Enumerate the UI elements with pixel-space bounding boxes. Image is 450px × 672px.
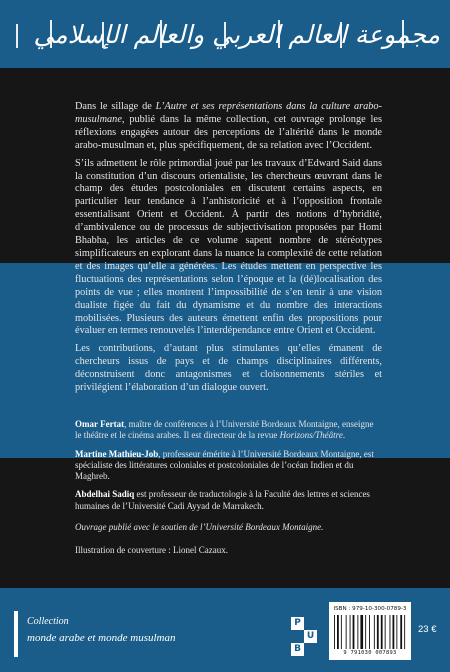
barcode-bar [369, 615, 370, 649]
back-cover-blurb [75, 101, 382, 400]
author-bio-mathieu-job: Martine Mathieu-Job, professeur émérite à l’Université Bordeaux Montaigne, est spécialiste des littératures coloniales et postcoloniales de l’océan Indien et du Maghreb. [75, 448, 374, 482]
barcode-bar [381, 615, 383, 649]
barcode-bar [365, 615, 366, 649]
barcode-bar [341, 615, 342, 649]
blurb-paragraph-2: S’ils admettent le rôle primordial joué par les travaux d’Edward Said dans la constitution d’un discours orientaliste, les chercheurs œuvrant dans le champ des études postcoloniales en discutent certains aspects, en particulier leur tendance à l’anhistoricité et à l’opposition frontale essentialisant Orient et Occident. À partir des notions d’hybridité, d’ambivalence ou de processus de subjectivisation proposées par Homi Bhabha, les articles de ce volume sapent nombre de stéréotypes simplificateurs en explorant dans la nuance la complexité de cette relation et des images qu’elle a générées. Les études mettent en perspective les fluctuations des représentations selon l’époque et la (dé)localisation des points de vue ; elles montrent l’impossibilité de s’en tenir à une vision dualiste figée du fait du dynamisme et du nombre des interactions mobilisées. Plusieurs des auteurs émettent enfin des propositions pour évaluer en termes renouvelés l’interdépendance entre Orient et Occident. [75, 157, 382, 337]
author-name: Abdelhai Sadiq [75, 489, 135, 500]
author-name: Omar Fertat [75, 419, 125, 429]
barcode-bar [393, 615, 395, 649]
barcode-bar [350, 615, 351, 649]
cover-illustration-credit: Illustration de couverture : Lionel Cazaux. [75, 545, 228, 556]
arabic-calligraphy-title: مجموعة العالم العربي والعالم الإسلامي [33, 20, 440, 49]
collection-marker-bar [14, 611, 18, 657]
barcode-bar [390, 615, 391, 649]
blurb-paragraph-1: Dans le sillage de L’Autre et ses représentations dans la culture arabo-musulmane, publié dans la même collection, cet ouvrage prolonge les réflexions engagées autour des perceptions de l’altérité dans le monde arabo-musulman et, plus spécifiquement, de sa relation avec l’Occident. [75, 101, 382, 151]
author-bios [75, 419, 382, 564]
barcode-bar [377, 615, 379, 649]
barcode-bar [404, 615, 405, 649]
collection-name: monde arabe et monde musulman [27, 632, 176, 644]
support-note: Ouvrage publié avec le soutien de l’Université Bordeaux Montaigne. [75, 522, 324, 533]
isbn-barcode [329, 602, 411, 660]
barcode-bar [400, 615, 402, 649]
barcode-bar [360, 615, 363, 649]
blurb-paragraph-3: Les contributions, d’autant plus stimulantes qu’elles émanent de chercheurs issus de pays et de champs disciplinaires différents, déconstruisent donc antagonismes et cloisonnements stériles et privilégient l’élaboration d’un dialogue ouvert. [75, 343, 382, 394]
publisher-logo-letter: U [304, 630, 317, 643]
barcode-bar [374, 615, 375, 649]
author-name: Martine Mathieu-Job [75, 448, 159, 459]
author-bio-fertat: Omar Fertat, maître de conférences à l’Université Bordeaux Montaigne, enseigne le théâtre et le cinéma arabes. Il est directeur de la revue Horizons/Théâtre. [75, 419, 374, 441]
author-bio-sadiq: Abdelhai Sadiq est professeur de traductologie à la Faculté des lettres et sciences humaines de l’Université Cadi Ayyad de Marrakech. [75, 489, 370, 511]
barcode-bar [396, 615, 397, 649]
barcode-bar [334, 615, 335, 649]
barcode-bar [385, 615, 386, 649]
publisher-logo [291, 617, 317, 657]
price: 23 € [418, 624, 437, 635]
publisher-logo-letter: B [291, 643, 304, 656]
barcode-bar [357, 615, 358, 649]
barcode-bar [346, 615, 347, 649]
journal-title: Horizons/Théâtre [279, 430, 343, 441]
isbn-text: ISBN : 979-10-300-0789-3 [333, 606, 407, 612]
barcode-digits: 9 791030 007893 [343, 650, 397, 656]
collection-label: Collection [27, 616, 69, 627]
publisher-logo-letter: P [291, 617, 304, 630]
barcode-bar [353, 615, 355, 649]
barcode-bar [337, 615, 339, 649]
barcode-bars [334, 615, 406, 649]
cited-book-title: L’Autre et ses représentations dans la culture arabo-musulmane [75, 101, 382, 125]
